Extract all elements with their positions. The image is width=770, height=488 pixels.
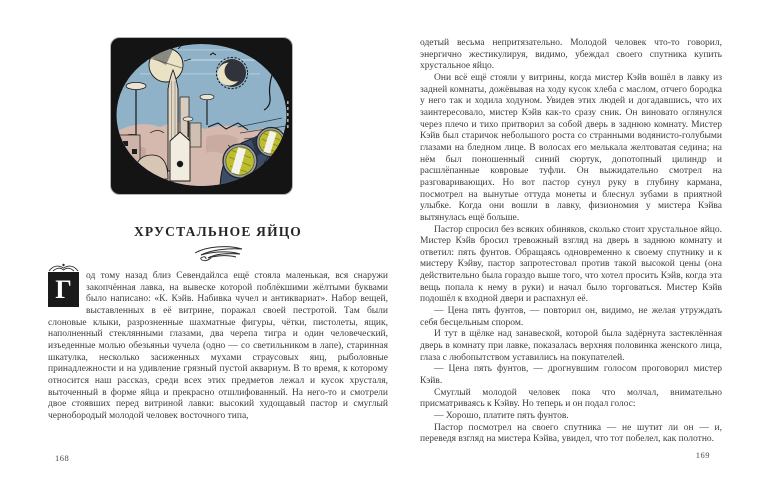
dialogue-line: — Хорошо, платите пять фунтов.: [434, 411, 569, 421]
page-number-right: 169: [695, 450, 710, 460]
dialogue-line: — Цена пять фунтов, — повторил он, видимо, не желая утруждать себя бесцельным спором.: [420, 306, 722, 328]
title-flourish-ornament: [48, 245, 388, 262]
left-paragraph-text: од тому назад близ Севендайлса ещё стояла маленькая, вся снаружи закопчённая лавка, на вывеске которой поблёкшими жёлтыми буквами было написано: «К. Кэйв. Набивка чучел и антиквариат». Набор вещей, выставленных в её витрине, поражал своей пестротой. Там были слоновые клыки, разрозненные шахматные фигуры, чётки, пистолеты, ящик, наполненный стеклянными глазами, два черепа тигра и один человеческий, изъеденные молью обезьяньи чучела (одно — со светильником в лапе), старинная шкатулка, несколько засиженных мухами страусовых яиц, рыболовные принадлежности и на удивление грязный пустой аквариум. В то время, к которому относится наш рассказ, среди всех этих предметов лежал и кусок хрусталя, выточенный в форме яйца и прекрасно отшлифованный. На него-то и смотрели двое стоявших перед витриной лавки: высокий худощавый пастор и смуглый чернобородый молодой человек восточного типа,: [48, 271, 388, 421]
paragraph-continuation: одетый весьма непритязательно. Молодой человек что-то говорил, энергично жестикулируя, видимо, убеждал своего спутника купить хрустальное яйцо.: [420, 38, 722, 72]
left-page-paragraph: [48, 271, 388, 423]
paragraph: Смуглый молодой человек пока что молчал, внимательно присматриваясь к Кэйву. Но теперь и он подал голос:: [420, 387, 722, 410]
dialogue-line: — Цена пять фунтов, — дрогнувшим голосом проговорил мистер Кэйв.: [420, 364, 722, 387]
chapter-title: ХРУСТАЛЬНОЕ ЯЙЦО: [133, 224, 303, 239]
chapter-illustration: [110, 37, 293, 195]
paragraph: Пастор посмотрел на своего спутника — не шутит ли он — и, переведя взгляд на мистера Кэйва, увидел, что тот побелел, как полотно.: [420, 422, 722, 445]
drop-cap-letter: Г: [48, 272, 79, 307]
page-number-left: 168: [55, 453, 70, 463]
dropcap-crown-ornament: [47, 262, 80, 272]
martian-scene-drawing: [110, 37, 293, 195]
paragraph: Пастор спросил без всяких обиняков, сколько стоит хрустальное яйцо. Мистер Кэйв бросил тревожный взгляд на дверь в заднюю комнату и ответил: пять фунтов. Обращаясь одновременно к своему спутнику и к мистеру Кэйву, пастор запротестовал против такой высокой цены (она действительно была гораздо выше того, что хотел просить Кэйв, когда эта вещь попала к нему в руки) и начал было торговаться. Мистер Кэйв подошёл к входной двери и распахнул её.: [420, 224, 722, 305]
page-right: [420, 38, 722, 478]
paragraph: Они всё ещё стояли у витрины, когда мистер Кэйв вошёл в лавку из задней комнаты, дожёвывая на ходу кусок хлеба с маслом, отчего бородка у него так и ходила ходуном. Увидев этих людей и догадавшись, что их заинтересовало, мистер Кэйв как-то сразу сник. Он виновато оглянулся через плечо и тихо притворил за собой дверь в заднюю комнату. Мистер Кэйв был старичок небольшого роста со странными водянисто-голубыми глазами на бледном лице. В волосах его мелькала желтоватая седина; на нём был поношенный синий сюртук, допотопный цилиндр и расшлёпанные ковровые туфли. Он выжидательно смотрел на разговаривающих. Но вот пастор сунул руку в глубину кармана, посмотрел на вынутые оттуда монеты и блеснул зубами в приятной улыбке. Когда они вошли в лавку, физиономия у мистера Кэйва вытянулась ещё больше.: [420, 72, 722, 223]
page-left: [48, 37, 388, 477]
drop-cap: [48, 272, 79, 307]
paragraph: И тут в щёлке над занавеской, которой была задёрнута застеклённая дверь в комнату при лавке, показалась верхняя половинка женского лица, глаза с любопытством уставились на покупателей.: [420, 329, 722, 363]
